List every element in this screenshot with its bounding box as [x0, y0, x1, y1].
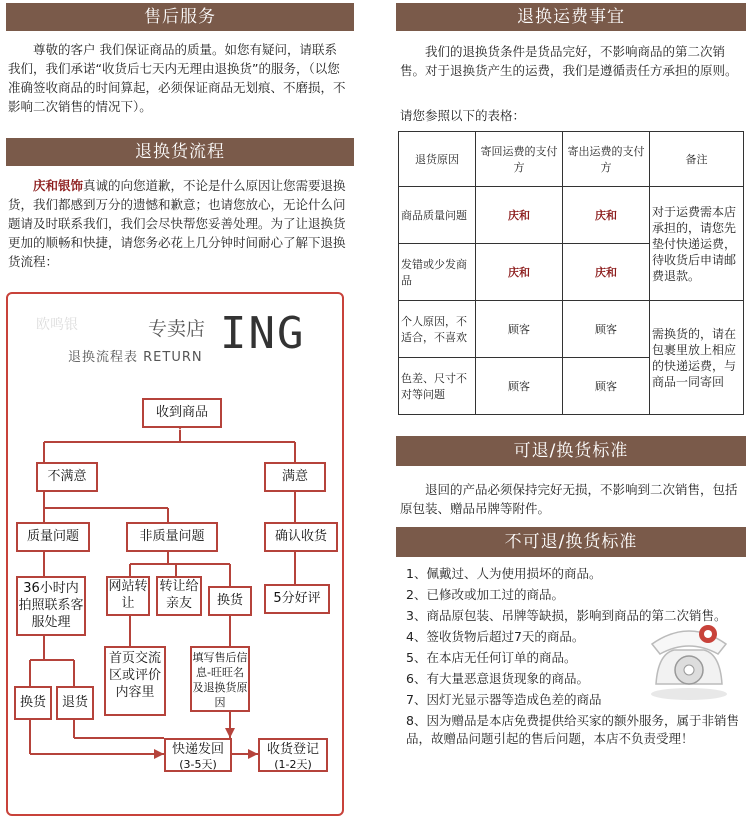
node-confirm: 确认收货 — [264, 522, 338, 552]
register-label: 收货登记 — [266, 742, 319, 757]
brand-name: 庆和银饰 — [33, 178, 84, 193]
node-homepage: 首页交流区或评价内容里 — [104, 646, 166, 716]
node-exchange: 换货 — [208, 586, 252, 616]
flow-store: 专卖店 — [148, 318, 206, 340]
aftersale-title: 售后服务 — [6, 3, 354, 31]
row-back: 顾客 — [476, 358, 563, 415]
row-out: 庆和 — [563, 187, 650, 244]
process-text — [0, 176, 356, 271]
fee-table-intro: 请您参照以下的表格： — [400, 108, 526, 123]
row-back: 庆和 — [476, 244, 563, 301]
list-item: 1、佩戴过、人为使用损坏的商品。 — [406, 566, 602, 581]
register-days: (1-2天) — [274, 758, 312, 771]
list-item: 8、因为赠品是本店免费提供给买家的额外服务，属于非销售品，故赠品问题引起的售后问题，本店不负责受理！ — [406, 713, 739, 746]
node-register — [258, 738, 328, 772]
row-reason: 个人原因，不适合，不喜欢 — [399, 301, 476, 358]
row-reason: 商品质量问题 — [399, 187, 476, 244]
row-note: 需换货的，请在包裹里放上相应的快递运费，与商品一同寄回 — [650, 301, 744, 415]
node-web-transfer: 网站转让 — [106, 576, 150, 616]
process-title: 退换货流程 — [6, 138, 354, 166]
list-item: 3、商品原包装、吊牌等缺损，影响到商品的第二次销售。 — [406, 608, 727, 623]
row-out: 顾客 — [563, 301, 650, 358]
header-out: 寄出运费的支付方 — [563, 132, 650, 187]
header-back: 寄回运费的支付方 — [476, 132, 563, 187]
no-title: 不可退/换货标准 — [396, 527, 746, 557]
list-item: 6、有大量恶意退货现象的商品。 — [406, 671, 589, 686]
fee-title: 退换运费事宜 — [396, 3, 746, 31]
list-item: 4、签收货物后超过7天的商品。 — [406, 629, 585, 644]
row-reason: 色差、尺寸不对等问题 — [399, 358, 476, 415]
row-reason: 发错或少发商品 — [399, 244, 476, 301]
flow-ing: ING — [220, 308, 306, 359]
node-exchange2: 换货 — [14, 686, 52, 720]
node-return: 退货 — [56, 686, 94, 720]
node-nonquality: 非质量问题 — [126, 522, 218, 552]
list-item: 2、已修改或加工过的商品。 — [406, 587, 564, 602]
express-days: (3-5天) — [179, 758, 217, 771]
row-back: 顾客 — [476, 301, 563, 358]
row-note: 对于运费需本店承担的，请您先垫付快递运费，待收货后申请邮费退款。 — [650, 187, 744, 301]
flow-subtitle: 退换流程表 RETURN — [68, 350, 203, 365]
ok-title: 可退/换货标准 — [396, 436, 746, 466]
node-satisfied: 满意 — [264, 462, 326, 492]
list-item: 7、因灯光显示器等造成色差的商品 — [406, 692, 602, 707]
list-item: 5、在本店无任何订单的商品。 — [406, 650, 577, 665]
ok-text: 退回的产品必须保持完好无损，不影响到二次销售，包括原包装、赠品吊牌等附件。 — [400, 482, 738, 516]
fee-table — [398, 131, 744, 415]
node-express — [164, 738, 232, 772]
node-fillform: 填写售后信息-旺旺名及退换货原因 — [190, 646, 250, 712]
node-unsatisfied: 不满意 — [36, 462, 98, 492]
header-reason: 退货原因 — [399, 132, 476, 187]
express-label: 快递发回 — [171, 742, 224, 757]
node-contact36: 36小时内拍照联系客服处理 — [16, 576, 86, 636]
row-out: 庆和 — [563, 244, 650, 301]
fee-text: 我们的退换货条件是货品完好，不影响商品的第二次销售。对于退换货产生的运费，我们是遵循责任方承担的原则。 — [400, 44, 738, 78]
header-note: 备注 — [650, 132, 744, 187]
table-row — [399, 301, 744, 358]
node-receive: 收到商品 — [142, 398, 222, 428]
node-transfer-friend: 转让给亲友 — [156, 576, 202, 616]
aftersale-text: 尊敬的客户 我们保证商品的质量。如您有疑问，请联系我们，我们承诺“收货后七天内无理由退换货”的服务，（以您准确签收商品的时间算起，必须保证商品无划痕、不磨损，不影响二次销售的情况下）。 — [8, 42, 346, 114]
row-back: 庆和 — [476, 187, 563, 244]
row-out: 顾客 — [563, 358, 650, 415]
node-quality: 质量问题 — [16, 522, 90, 552]
watermark: 欧鸣银 — [36, 317, 78, 333]
table-row — [399, 187, 744, 244]
node-five-star: 5分好评 — [264, 584, 330, 614]
process-body: 真诚的向您道歉，不论是什么原因让您需要退换货，我们都感到万分的遗憾和歉意；也请您放心，无论什么问题请及时联系我们，我们会尽快帮您妥善处理。为了让退换货更加的顺畅和快捷，请您务必花上几分钟时间耐心了解下退换货流程： — [8, 178, 346, 269]
table-header-row — [399, 132, 744, 187]
flow-connectors — [8, 294, 342, 814]
flowchart — [6, 292, 344, 816]
no-list — [392, 562, 750, 751]
